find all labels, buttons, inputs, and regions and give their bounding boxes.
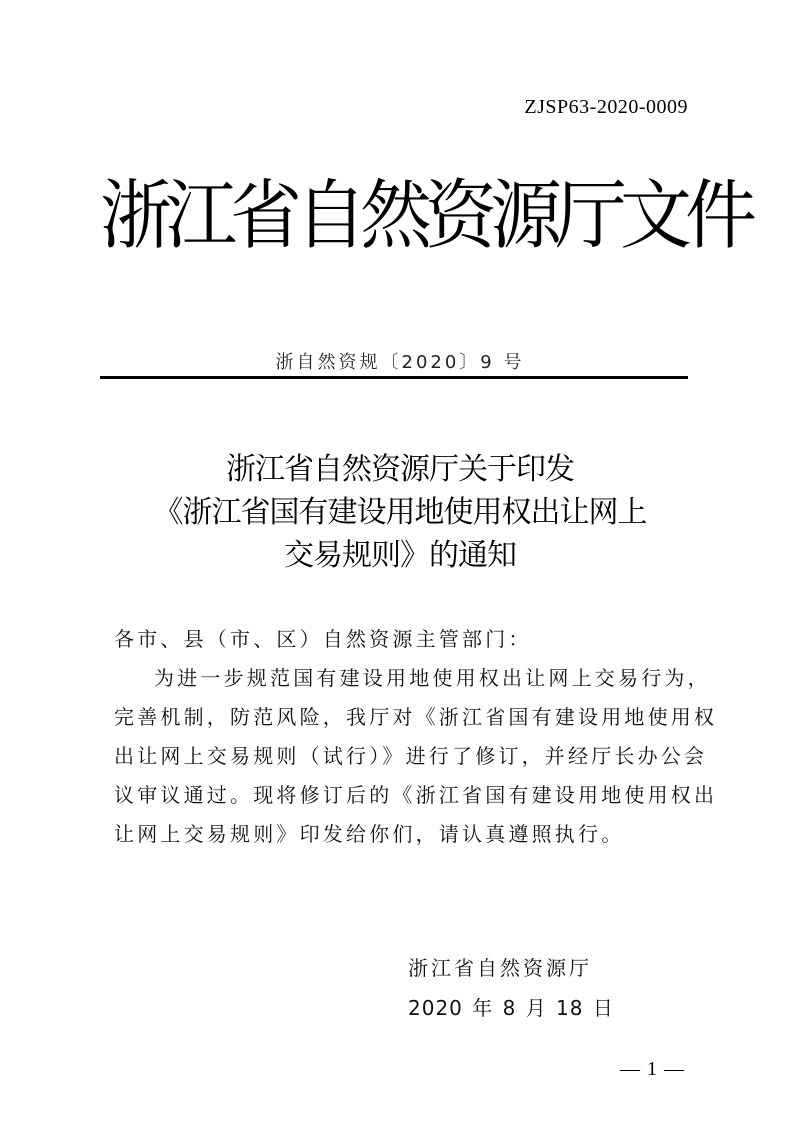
body-line: 让网上交易规则》印发给你们，请认真遵照执行。 <box>114 822 625 846</box>
body-line: 出让网上交易规则（试行）》进行了修订，并经厅长办公会 <box>114 744 708 768</box>
document-body <box>114 620 718 854</box>
title-line: 浙江省自然资源厅关于印发 <box>226 452 574 487</box>
signing-date: 2020 年 8 月 18 日 <box>408 996 614 1020</box>
body-line: 为进一步规范国有建设用地使用权出让网上交易行为， <box>154 666 711 690</box>
page-number: — 1 — <box>620 1058 685 1080</box>
document-title <box>0 448 800 577</box>
document-code: ZJSP63-2020-0009 <box>524 96 688 118</box>
body-line: 议审议通过。现将修订后的《浙江省国有建设用地使用权出 <box>114 783 718 807</box>
signature-block <box>408 948 614 1028</box>
signing-organization: 浙江省自然资源厅 <box>408 956 592 980</box>
title-line: 交易规则》的通知 <box>284 538 516 573</box>
title-line: 《浙江省国有建设用地使用权出让网上 <box>153 495 647 530</box>
document-number: 浙自然资规〔2020〕9 号 <box>275 352 525 373</box>
body-paragraph <box>114 659 718 854</box>
header-divider <box>100 376 688 379</box>
body-line: 完善机制，防范风险，我厅对《浙江省国有建设用地使用权 <box>114 705 718 729</box>
document-header: 浙江省自然资源厅文件 <box>100 171 751 260</box>
salutation: 各市、县（市、区）自然资源主管部门： <box>114 627 532 651</box>
